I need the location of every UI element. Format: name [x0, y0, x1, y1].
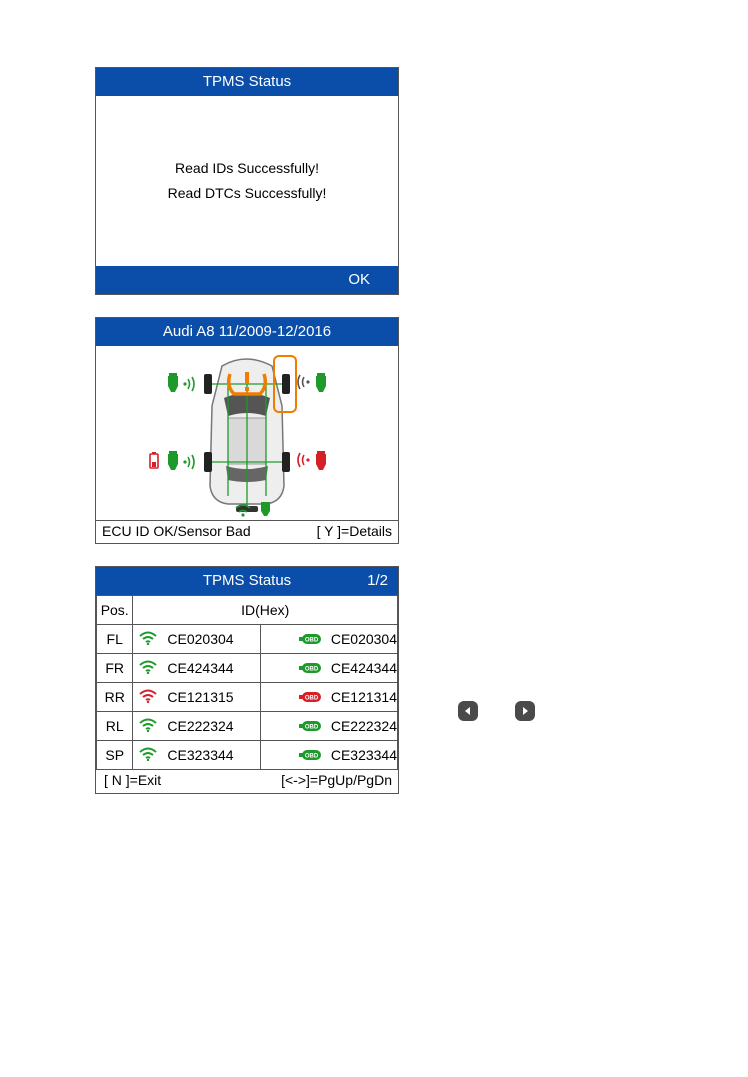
ecu-id-value: CE020304: [330, 631, 397, 647]
left-arrow-button-icon[interactable]: [458, 701, 478, 721]
ecu-id-value: CE424344: [330, 660, 397, 676]
page-nav-hint[interactable]: [<->]=PgUp/PgDn: [281, 772, 392, 788]
tpms-id-table-screen: [95, 566, 399, 794]
table-footer: [96, 767, 398, 793]
svg-text:OBD: OBD: [304, 695, 318, 702]
exit-hint[interactable]: [ N ]=Exit: [104, 772, 162, 788]
svg-text:OBD: OBD: [304, 637, 318, 644]
wifi-signal-icon: [139, 747, 157, 764]
ecu-id-value: CE222324: [330, 718, 397, 734]
obd-badge-icon: [299, 631, 321, 647]
row-pos: RR: [97, 683, 133, 712]
table-row: [97, 654, 398, 683]
details-hint[interactable]: [ Y ]=Details: [316, 523, 392, 539]
table-row: [97, 712, 398, 741]
obd-badge-icon: [299, 660, 321, 676]
front-right-sensor-icon: [298, 373, 326, 392]
status-line: [96, 519, 398, 543]
rear-left-sensor-icon: [150, 451, 194, 470]
message-read-dtcs: Read DTCs Successfully!: [167, 185, 327, 201]
ecu-id-value: CE323344: [330, 747, 397, 763]
page-indicator: 1/2: [367, 572, 388, 589]
table-screen-title: TPMS Status: [202, 572, 292, 589]
sensor-id-table: [96, 595, 398, 770]
car-top-view: [96, 346, 398, 520]
ecu-id-value: CE121314: [330, 689, 397, 705]
sensor-id-value: CE020304: [167, 631, 234, 647]
vehicle-sensor-overview: [95, 317, 399, 544]
table-header-row: [97, 596, 398, 625]
row-pos: SP: [97, 741, 133, 770]
table-screen-header: [96, 567, 398, 595]
col-pos-header: Pos.: [97, 596, 133, 625]
vehicle-diagram: [96, 346, 398, 521]
ecu-status-text: ECU ID OK/Sensor Bad: [102, 523, 251, 539]
front-left-sensor-icon: [168, 373, 194, 392]
col-id-header: ID(Hex): [133, 596, 398, 625]
ok-button[interactable]: OK: [348, 271, 370, 288]
dialog-message: [96, 96, 398, 266]
sensor-id-value: CE121315: [167, 689, 234, 705]
svg-text:OBD: OBD: [304, 724, 318, 731]
wifi-signal-icon: [139, 718, 157, 735]
dialog-footer: [96, 266, 398, 294]
dialog-title: TPMS Status: [96, 68, 398, 96]
wifi-signal-bad-icon: [139, 689, 157, 706]
table-row: [97, 683, 398, 712]
sensor-id-value: CE323344: [167, 747, 234, 763]
row-pos: FR: [97, 654, 133, 683]
obd-badge-icon: [299, 747, 321, 763]
wifi-signal-icon: [139, 660, 157, 677]
sensor-id-value: CE222324: [167, 718, 234, 734]
wifi-signal-icon: [139, 631, 157, 648]
obd-badge-bad-icon: [299, 689, 321, 705]
table-row: [97, 741, 398, 770]
row-pos: RL: [97, 712, 133, 741]
svg-text:OBD: OBD: [304, 666, 318, 673]
sensor-id-value: CE424344: [167, 660, 234, 676]
vehicle-title: Audi A8 11/2009-12/2016: [96, 318, 398, 346]
table-row: [97, 625, 398, 654]
right-arrow-button-icon[interactable]: [515, 701, 535, 721]
message-read-ids: Read IDs Successfully!: [175, 160, 319, 176]
rear-right-sensor-icon: [298, 451, 326, 470]
obd-badge-icon: [299, 718, 321, 734]
row-pos: FL: [97, 625, 133, 654]
svg-text:OBD: OBD: [304, 753, 318, 760]
tpms-status-dialog: [95, 67, 399, 295]
